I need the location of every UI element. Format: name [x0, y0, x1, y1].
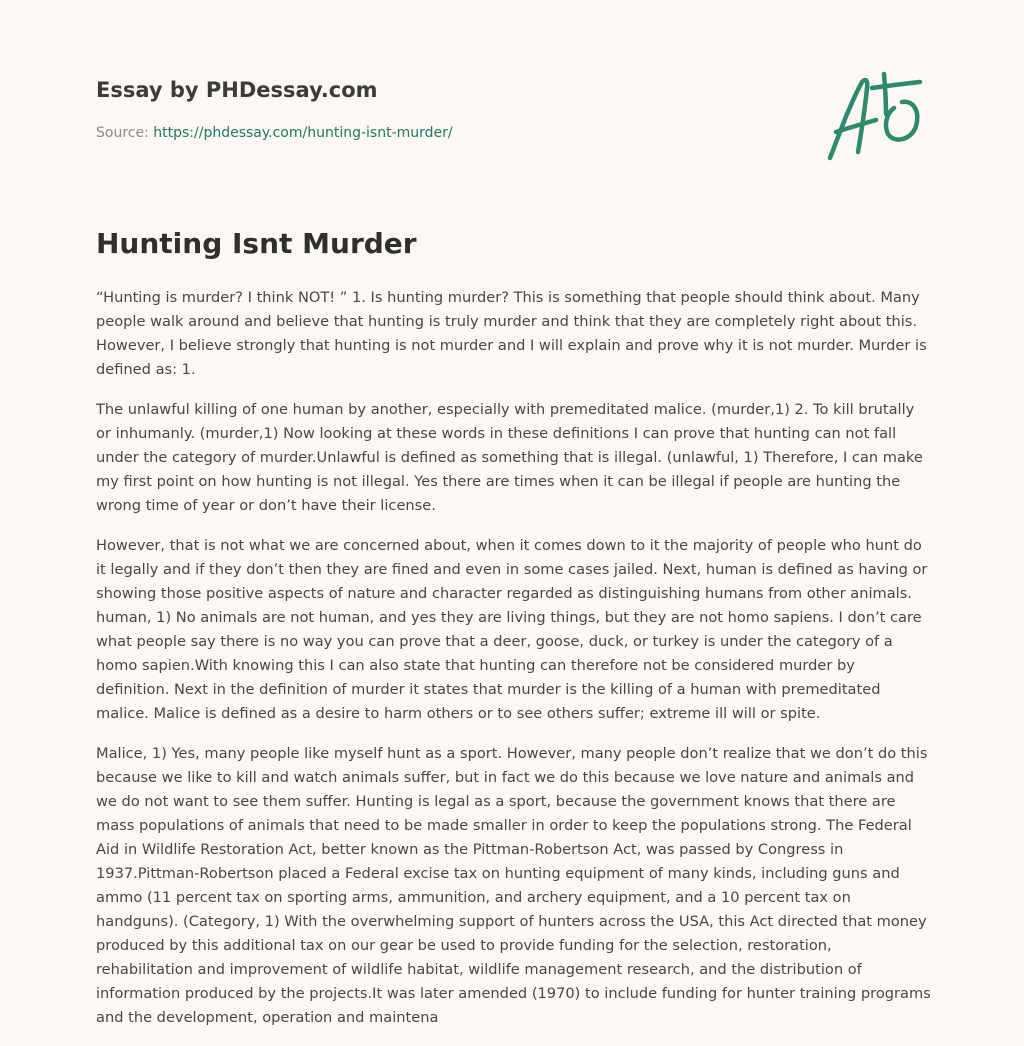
essay-body — [96, 286, 932, 1046]
source-line — [96, 124, 453, 142]
a-plus-logo-icon — [822, 66, 932, 166]
page-header — [96, 76, 928, 141]
brand-title: Essay by PHDessay.com — [96, 78, 378, 102]
source-link[interactable]: https://phdessay.com/hunting-isnt-murder/ — [153, 125, 453, 141]
essay-paragraph: Malice, 1) Yes, many people like myself hunt as a sport. However, many people don’t realize that we don’t do this because we like to kill and watch animals suffer, but in fact we do this because we love nature and animals and we do not want to see them suffer. Hunting is legal as a sport, because the government knows that there are mass populations of animals that need to be made smaller in order to keep the populations strong. The Federal Aid in Wildlife Restoration Act, better known as the Pittman-Robertson Act, was passed by Congress in 1937.Pittman-Robertson placed a Federal excise tax on hunting equipment of many kinds, including guns and ammo (11 percent tax on sporting arms, ammunition, and archery equipment, and a 10 percent tax on handguns). (Category, 1) With the overwhelming support of hunters across the USA, this Act directed that money produced by this additional tax on our gear be used to provide funding for the selection, restoration, rehabilitation and improvement of wildlife habitat, wildlife management research, and the distribution of information produced by the projects.It was later amended (1970) to include funding for hunter training programs and the development, operation and maintena — [96, 745, 931, 1026]
essay-paragraph: The unlawful killing of one human by another, especially with premeditated malice. (murder,1) 2. To kill brutally or inhumanly. (murder,1) Now looking at these words in these definitions I can prove that hunting can not fall under the category of murder.Unlawful is defined as something that is illegal. (unlawful, 1) Therefore, I can make my first point on how hunting is not illegal. Yes there are times when it can be illegal if people are hunting the wrong time of year or don’t have their license. — [96, 401, 923, 514]
essay-title: Hunting Isnt Murder — [96, 227, 417, 260]
essay-paragraph: “Hunting is murder? I think NOT! ” 1. Is hunting murder? This is something that people should think about. Many people walk around and believe that hunting is truly murder and think that they are completely right about this. However, I believe strongly that hunting is not murder and I will explain and prove why it is not murder. Murder is defined as: 1. — [96, 289, 927, 378]
source-label: Source: — [96, 125, 154, 141]
essay-paragraph: However, that is not what we are concerned about, when it comes down to it the majority of people who hunt do it legally and if they don’t then they are fined and even in some cases jailed. Next, human is defined as having or showing those positive aspects of nature and character regarded as distinguishing humans from other animals. human, 1) No animals are not human, and yes they are living things, but they are not homo sapiens. I don’t care what people say there is no way you can prove that a deer, goose, duck, or turkey is under the category of a homo sapien.With knowing this I can also state that hunting can therefore not be considered murder by definition. Next in the definition of murder it states that murder is the killing of a human with premeditated malice. Malice is defined as a desire to harm others or to see others suffer; extreme ill will or spite. — [96, 537, 928, 722]
